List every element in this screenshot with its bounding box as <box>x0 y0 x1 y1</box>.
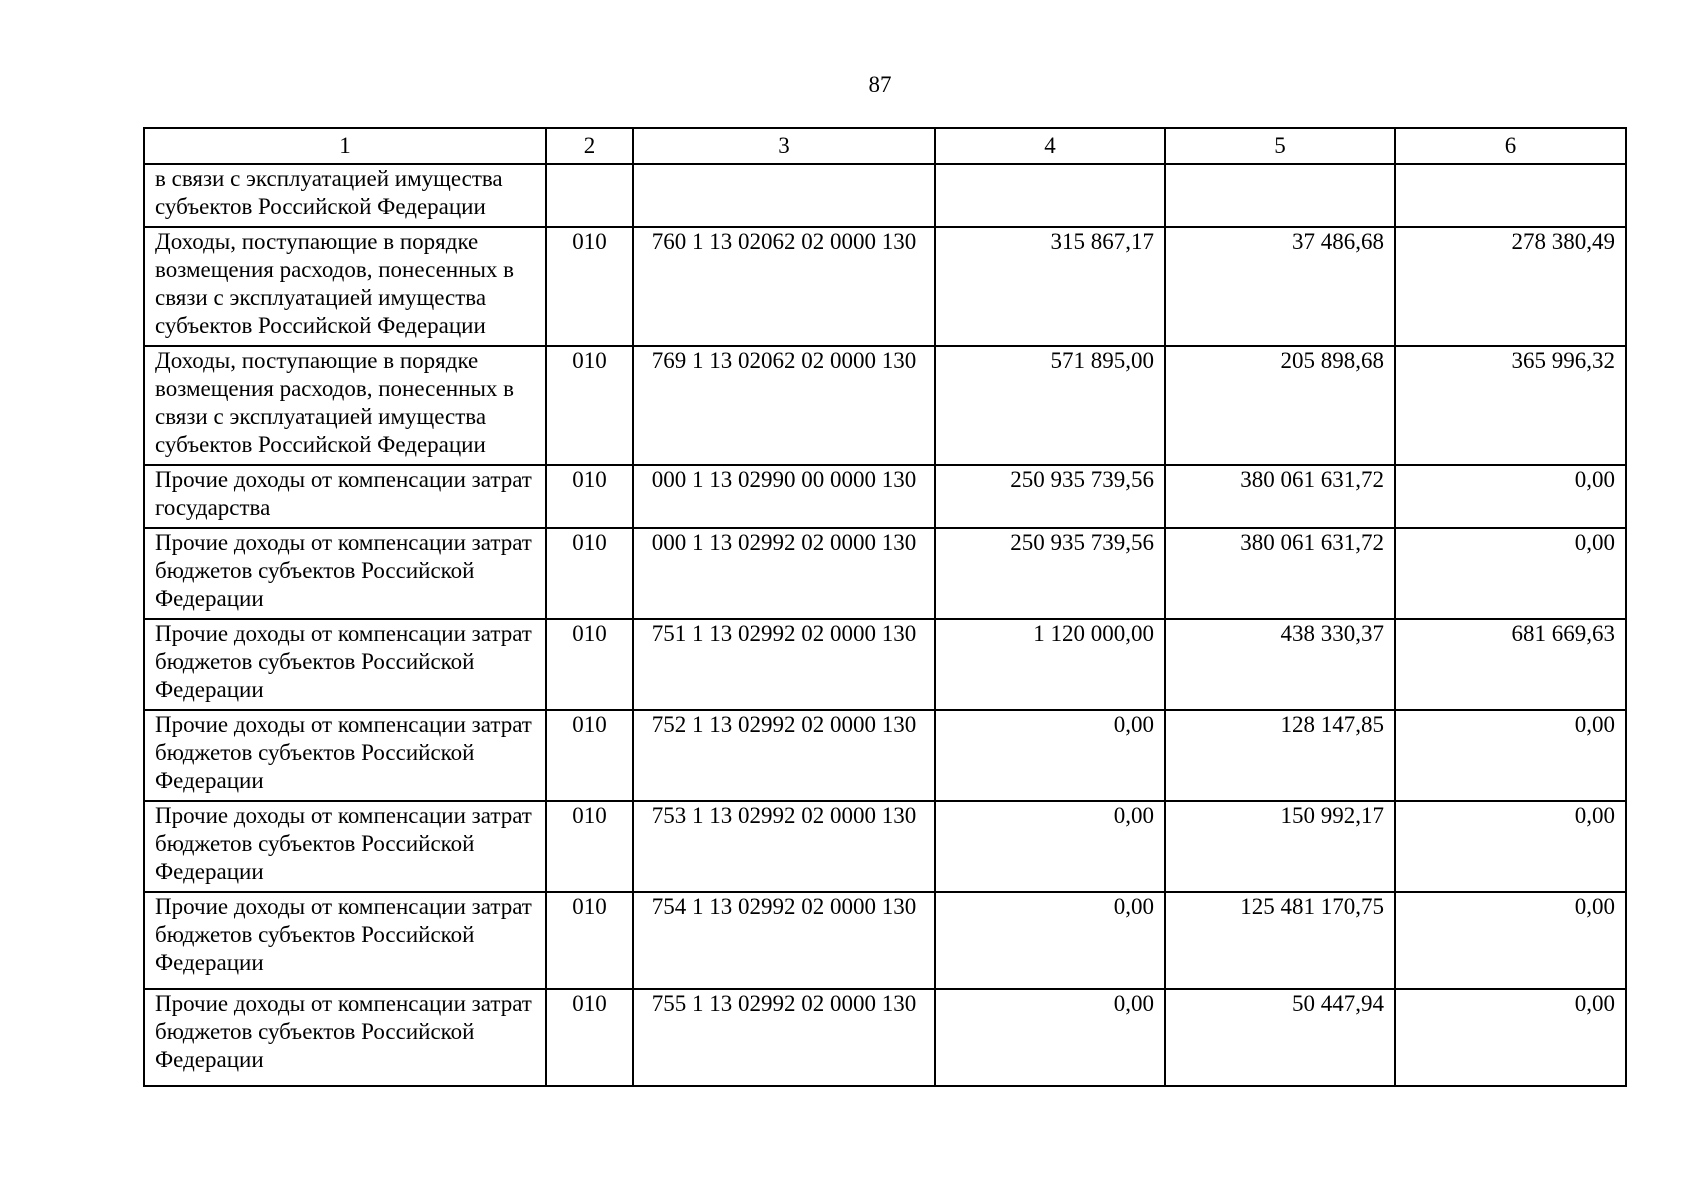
row-column-4-cell: 0,00 <box>935 710 1165 801</box>
table-row <box>144 164 1626 227</box>
column-header-6: 6 <box>1395 128 1626 164</box>
row-column-5-cell: 37 486,68 <box>1165 227 1395 346</box>
revenue-table <box>143 127 1627 1087</box>
row-column-6-cell: 0,00 <box>1395 528 1626 619</box>
row-budget-code-cell: 769 1 13 02062 02 0000 130 <box>633 346 935 465</box>
row-budget-code-cell: 752 1 13 02992 02 0000 130 <box>633 710 935 801</box>
row-budget-code-cell: 751 1 13 02992 02 0000 130 <box>633 619 935 710</box>
row-line-code-cell: 010 <box>546 710 633 801</box>
row-budget-code-cell: 753 1 13 02992 02 0000 130 <box>633 801 935 892</box>
row-column-5-cell: 380 061 631,72 <box>1165 465 1395 528</box>
row-line-code-cell: 010 <box>546 619 633 710</box>
row-column-4-cell: 571 895,00 <box>935 346 1165 465</box>
row-column-6-cell: 0,00 <box>1395 465 1626 528</box>
row-column-5-cell <box>1165 164 1395 227</box>
table-row <box>144 346 1626 465</box>
row-budget-code-cell: 754 1 13 02992 02 0000 130 <box>633 892 935 989</box>
row-column-5-cell: 205 898,68 <box>1165 346 1395 465</box>
row-name-cell: Прочие доходы от компенсации затрат бюджетов субъектов Российской Федерации <box>144 710 546 801</box>
row-name-cell: Прочие доходы от компенсации затрат бюджетов субъектов Российской Федерации <box>144 619 546 710</box>
row-column-4-cell: 0,00 <box>935 989 1165 1086</box>
row-column-6-cell: 681 669,63 <box>1395 619 1626 710</box>
row-line-code-cell: 010 <box>546 465 633 528</box>
row-name-cell: Прочие доходы от компенсации затрат государства <box>144 465 546 528</box>
row-column-4-cell: 315 867,17 <box>935 227 1165 346</box>
table-row <box>144 528 1626 619</box>
table-row <box>144 892 1626 989</box>
row-name-cell: Прочие доходы от компенсации затрат бюджетов субъектов Российской Федерации <box>144 989 546 1086</box>
row-column-4-cell: 250 935 739,56 <box>935 465 1165 528</box>
row-budget-code-cell: 000 1 13 02992 02 0000 130 <box>633 528 935 619</box>
table-row <box>144 989 1626 1086</box>
row-line-code-cell: 010 <box>546 528 633 619</box>
row-line-code-cell: 010 <box>546 227 633 346</box>
row-budget-code-cell: 000 1 13 02990 00 0000 130 <box>633 465 935 528</box>
row-line-code-cell <box>546 164 633 227</box>
header-row <box>144 128 1626 164</box>
table-row <box>144 227 1626 346</box>
row-name-cell: в связи с эксплуатацией имущества субъектов Российской Федерации <box>144 164 546 227</box>
row-name-cell: Доходы, поступающие в порядке возмещения расходов, понесенных в связи с эксплуатацией имущества субъектов Российской Федерации <box>144 227 546 346</box>
row-column-6-cell: 278 380,49 <box>1395 227 1626 346</box>
row-line-code-cell: 010 <box>546 892 633 989</box>
row-line-code-cell: 010 <box>546 989 633 1086</box>
row-column-5-cell: 128 147,85 <box>1165 710 1395 801</box>
row-column-4-cell <box>935 164 1165 227</box>
column-header-3: 3 <box>633 128 935 164</box>
row-column-5-cell: 438 330,37 <box>1165 619 1395 710</box>
row-name-cell: Прочие доходы от компенсации затрат бюджетов субъектов Российской Федерации <box>144 801 546 892</box>
table-row <box>144 465 1626 528</box>
row-column-6-cell: 0,00 <box>1395 892 1626 989</box>
row-column-4-cell: 0,00 <box>935 801 1165 892</box>
table-row <box>144 619 1626 710</box>
row-column-4-cell: 1 120 000,00 <box>935 619 1165 710</box>
column-header-4: 4 <box>935 128 1165 164</box>
row-column-6-cell: 365 996,32 <box>1395 346 1626 465</box>
row-column-6-cell <box>1395 164 1626 227</box>
column-header-5: 5 <box>1165 128 1395 164</box>
column-header-2: 2 <box>546 128 633 164</box>
row-budget-code-cell <box>633 164 935 227</box>
row-column-6-cell: 0,00 <box>1395 801 1626 892</box>
row-budget-code-cell: 760 1 13 02062 02 0000 130 <box>633 227 935 346</box>
row-column-5-cell: 150 992,17 <box>1165 801 1395 892</box>
row-column-4-cell: 0,00 <box>935 892 1165 989</box>
row-name-cell: Прочие доходы от компенсации затрат бюджетов субъектов Российской Федерации <box>144 528 546 619</box>
row-line-code-cell: 010 <box>546 346 633 465</box>
row-name-cell: Прочие доходы от компенсации затрат бюджетов субъектов Российской Федерации <box>144 892 546 989</box>
row-column-5-cell: 125 481 170,75 <box>1165 892 1395 989</box>
row-column-4-cell: 250 935 739,56 <box>935 528 1165 619</box>
row-name-cell: Доходы, поступающие в порядке возмещения расходов, понесенных в связи с эксплуатацией имущества субъектов Российской Федерации <box>144 346 546 465</box>
row-column-5-cell: 380 061 631,72 <box>1165 528 1395 619</box>
row-budget-code-cell: 755 1 13 02992 02 0000 130 <box>633 989 935 1086</box>
table-row <box>144 801 1626 892</box>
row-column-5-cell: 50 447,94 <box>1165 989 1395 1086</box>
row-column-6-cell: 0,00 <box>1395 710 1626 801</box>
table-header <box>144 128 1626 164</box>
column-header-1: 1 <box>144 128 546 164</box>
page-number: 87 <box>868 72 892 97</box>
row-column-6-cell: 0,00 <box>1395 989 1626 1086</box>
row-line-code-cell: 010 <box>546 801 633 892</box>
table-body <box>144 164 1626 1086</box>
table-row <box>144 710 1626 801</box>
